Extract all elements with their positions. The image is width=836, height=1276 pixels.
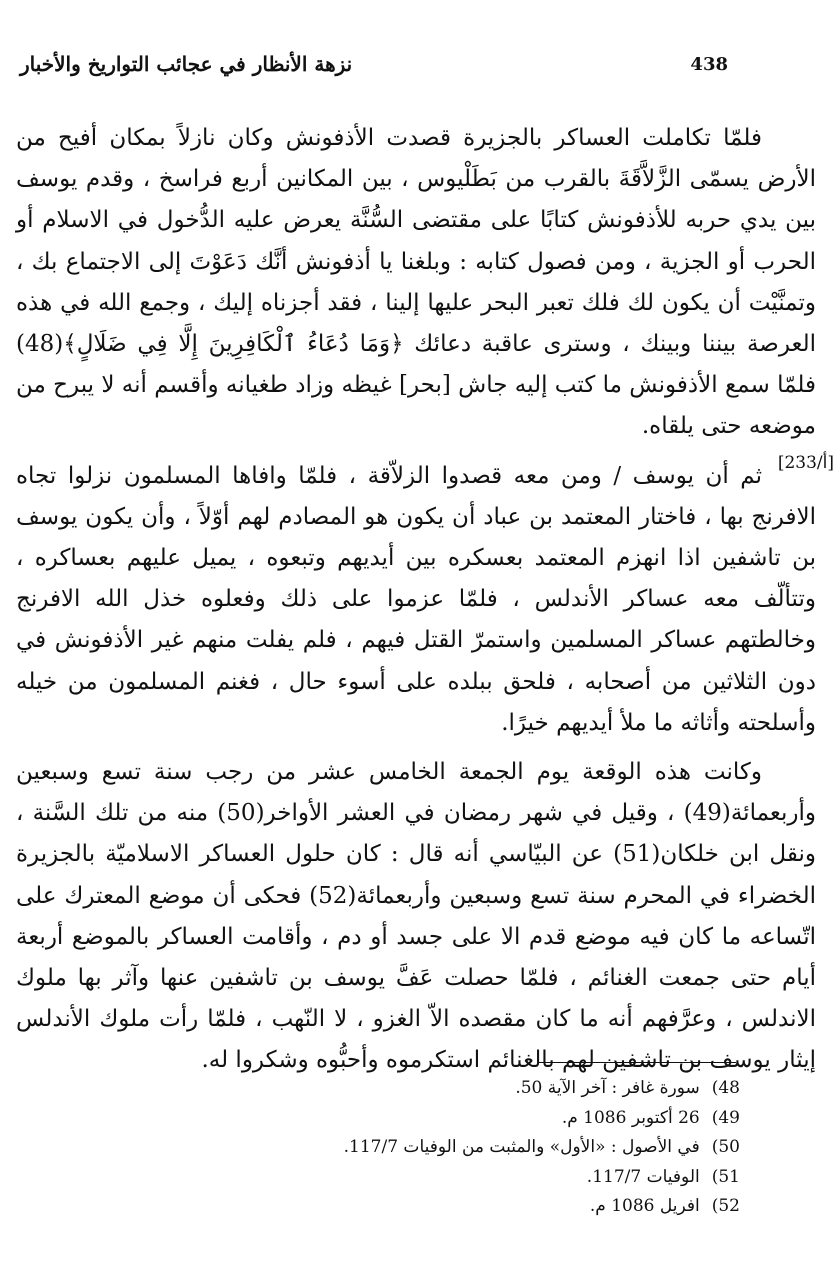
footnote-text: افريل 1086 م. (589, 1196, 700, 1216)
paragraph: ثم أن يوسف / ومن معه قصدوا الزلاّقة ، فلمّا وافاها المسلمون نزلوا تجاه الافرنج بها ، فاختار المعتمد بن عباد أن يكون هو المصادم لهم أوّلاً ، وأن يكون يوسف بن تاشفين اذا انهزم المعتمد بعسكره بين أيديهم وتبعوه ، يميل عليهم بعساكره ، وتتألّف معه عساكر الأندلس ، فلمّا عزموا على ذلك وفعلوه خذل الله الافرنج وخالطتهم عساكر المسلمين واستمرّ القتل فيهم ، فلم يفلت منهم غير الأذفونش في دون الثلاثين من أصحابه ، فلحق ببلده على أسوء حال ، فغنم المسلمون من خيله وأسلحته وأثاثه ما ملأ أيديهم خيرًا. (16, 462, 816, 736)
footnote-text: في الأصول : «الأول» والمثبت من الوفيات 117/7. (343, 1137, 700, 1157)
footnotes-list (100, 1074, 740, 1222)
running-title: نزهة الأنظار في عجائب التواريخ والأخبار (20, 52, 353, 76)
footnote-text: سورة غافر : آخر الآية 50. (515, 1078, 700, 1098)
footnote (100, 1104, 740, 1134)
footnote (100, 1133, 740, 1163)
footnote-number: 48) (711, 1078, 740, 1098)
footnote-text: الوفيات 117/7. (586, 1166, 700, 1187)
footnote (100, 1192, 740, 1222)
footnote (100, 1163, 740, 1193)
footnote-divider (538, 1062, 736, 1063)
page-number: 438 (690, 54, 728, 75)
footnote-number: 50) (711, 1137, 740, 1157)
manuscript-folio-marker: [233/أ] (777, 453, 834, 473)
main-text (16, 118, 816, 1090)
paragraph: فلمّا تكاملت العساكر بالجزيرة قصدت الأذفونش وكان نازلاً بمكان أفيح من الأرض يسمّى الزَّلاَّقَةَ بالقرب من بَطَلْيوس ، بين المكانين أربع فراسخ ، وقدم يوسف بين يدي حربه للأذفونش كتابًا على مقتضى السُّنَّة يعرض عليه الدُّخول في الاسلام أو الحرب أو الجزية ، ومن فصول كتابه : وبلغنا يا أذفونش أنَّك دَعَوْتَ إلى الاجتماع بك ، وتمنَّيْت أن يكون لك فلك تعبر البحر عليها إلينا ، فقد أجزناه إليك ، وجمع الله في هذه العرصة بيننا وبينك ، وسترى عاقبة دعائك ﴿وَمَا دُعَاءُ ٱلْكَافِرِينَ إِلَّا فِي ضَلَالٍ﴾(48) فلمّا سمع الأذفونش ما كتب إليه جاش [بحر] غيظه وزاد طغيانه وأقسم أنه لا يبرح من موضعه حتى يلقاه. (16, 125, 816, 440)
footnote-number: 52) (711, 1196, 740, 1216)
footnote (100, 1074, 740, 1104)
footnote-number: 49) (711, 1107, 740, 1128)
page-header (20, 52, 816, 86)
footnote-text: 26 أكتوبر 1086 م. (561, 1107, 700, 1128)
paragraph: وكانت هذه الوقعة يوم الجمعة الخامس عشر من رجب سنة تسع وسبعين وأربعمائة(49) ، وقيل في شهر رمضان في العشر الأواخر(50) منه من تلك السَّنة ، ونقل ابن خلكان(51) عن البيّاسي أنه قال : كان حلول العساكر الاسلاميّة بالجزيرة الخضراء في المحرم سنة تسع وسبعين وأربعمائة(52) فحكى أن موضع المعترك على اتّساعه ما كان فيه موضع قدم الا على جسد أو دم ، وأقامت العساكر بالموضع أربعة أيام حتى جمعت الغنائم ، فلمّا حصلت عَفَّ يوسف بن تاشفين عنها وآثر بها ملوك الاندلس ، وعرَّفهم أنه ما كان مقصده الاّ الغزو ، لا النّهب ، فلمّا رأت ملوك الأندلس إيثار يوسف بن تاشفين لهم بالغنائم استكرموه وأحبُّوه وشكروا له. (16, 759, 816, 1074)
footnote-number: 51) (711, 1166, 740, 1187)
